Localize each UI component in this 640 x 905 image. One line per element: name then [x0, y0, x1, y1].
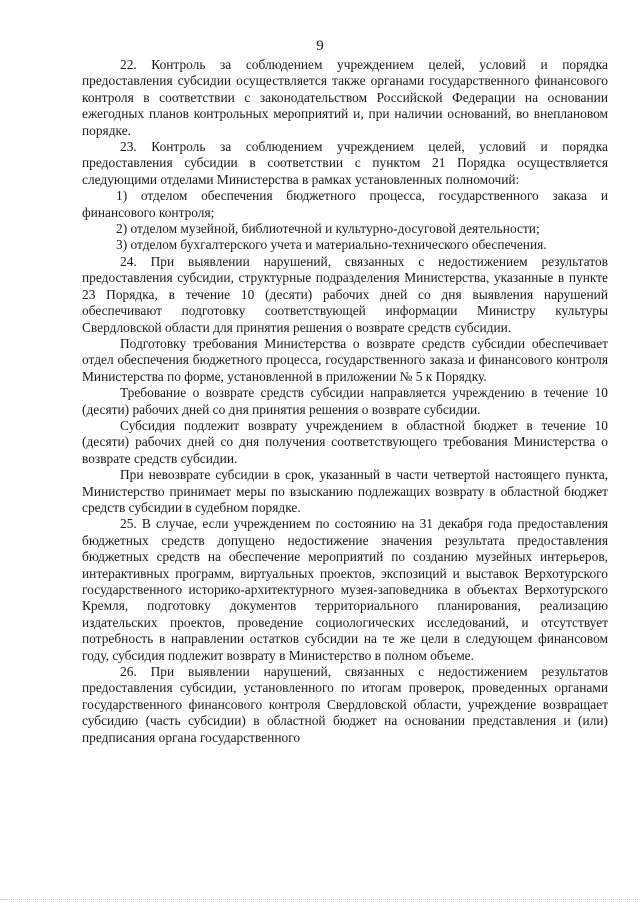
bottom-divider	[0, 899, 640, 900]
paragraph-24-part-2: Подготовку требования Министерства о возврате средств субсидии обеспечивает отдел обеспечения бюджетного процесса, государственного заказа и финансового контроля Министерства по форме, установленной в приложении № 5 к Порядку.	[82, 335, 608, 384]
paragraph-24-part-3: Требование о возврате средств субсидии направляется учреждению в течение 10 (десяти) рабочих дней со дня принятия решения о возврате субсидии.	[82, 385, 608, 417]
paragraph-24: 24. При выявлении нарушений, связанных с недостижением результатов предоставления субсидии, структурные подразделения Министерства, указанные в пункте 23 Порядка, в течение 10 (десяти) рабочих дней со дня выявления нарушений обеспечивают подготовку соответствующей информации Министру культуры Свердловской области для принятия решения о возврате средств субсидии.	[82, 253, 608, 335]
page-number: 9	[316, 38, 324, 54]
paragraph-25: 25. В случае, если учреждением по состоянию на 31 декабря года предоставления бюджетных средств допущено недостижение значения результата предоставления бюджетных средств на обеспечение мероприятий по созданию музейных интерьеров, интерактивных программ, виртуальных проектов, экспозиций и выставок Верхотурского государственного историко-архитектурного музея-заповедника в объектах Верхотурского Кремля, подготовку документов территориального планирования, реализацию издательских проектов, проведение социологических исследований, и отсутствует потребность в направлении остатков субсидии на те же цели в следующем финансовом году, субсидия подлежит возврату в Министерство в полном объеме.	[82, 516, 608, 663]
paragraph-24-part-4: Субсидия подлежит возврату учреждением в областной бюджет в течение 10 (десяти) рабочих дней со дня получения соответствующего требования Министерства о возврате средств субсидии.	[82, 417, 608, 466]
paragraph-26: 26. При выявлении нарушений, связанных с недостижением результатов предоставления субсидии, установленного по итогам проверок, проведенных органами государственного финансового контроля Свердловской области, учреждение возвращает субсидию (часть субсидии) в областной бюджет на основании представления и (или) предписания органа государственного	[82, 664, 608, 745]
list-item-1: 1) отделом обеспечения бюджетного процесса, государственного заказа и финансового контроля;	[82, 188, 608, 220]
document-body	[82, 57, 608, 746]
list-item-3: 3) отделом бухгалтерского учета и материально-технического обеспечения.	[116, 237, 547, 253]
list-item-2: 2) отделом музейной, библиотечной и культурно-досуговой деятельности;	[116, 221, 540, 237]
paragraph-22: 22. Контроль за соблюдением учреждением целей, условий и порядка предоставления субсидии осуществляется также органами государственного финансового контроля в соответствии с законодательством Российской Федерации на основании ежегодных планов контрольных мероприятий и, при наличии оснований, во внеплановом порядке.	[82, 57, 608, 138]
paragraph-23: 23. Контроль за соблюдением учреждением целей, условий и порядка предоставления субсидии в соответствии с пунктом 21 Порядка осуществляется следующими отделами Министерства в рамках установленных полномочий:	[82, 139, 608, 187]
paragraph-24-part-5: При невозврате субсидии в срок, указанный в части четвертой настоящего пункта, Министерство принимает меры по взысканию подлежащих возврату в областной бюджет средств субсидии в судебном порядке.	[82, 467, 608, 515]
